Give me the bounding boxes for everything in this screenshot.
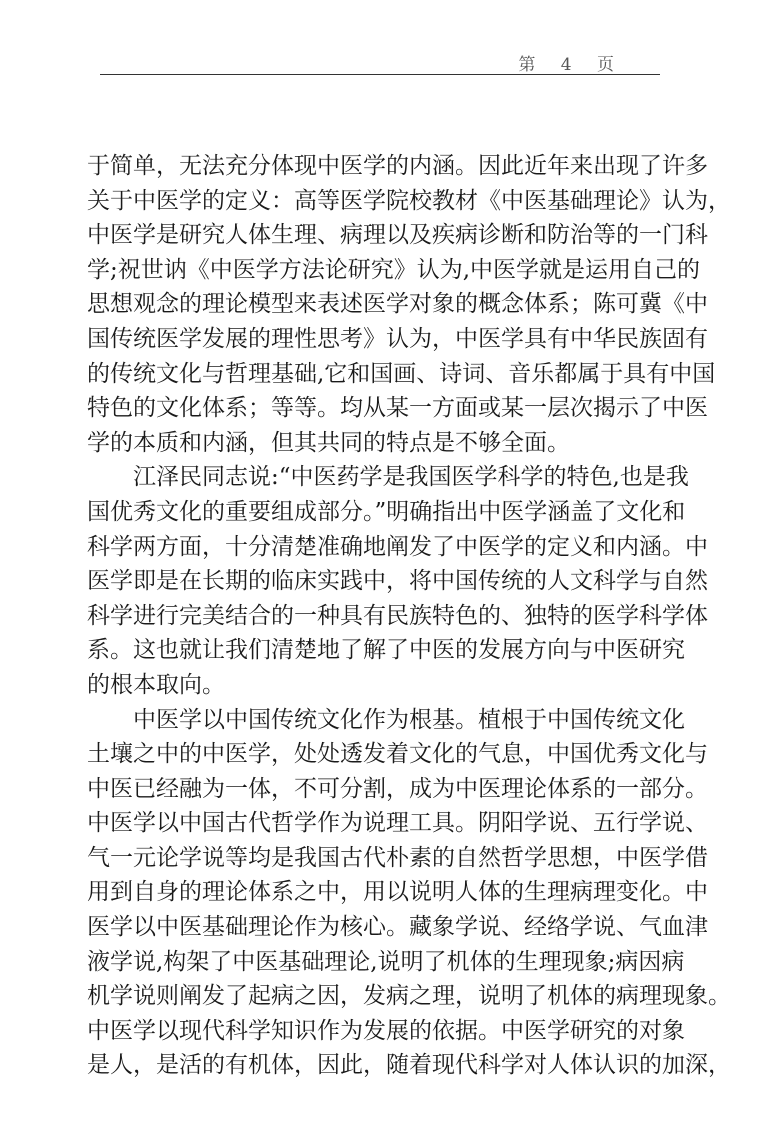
text-line: 国传统医学发展的理性思考》认为，中医学具有中华民族固有: [87, 325, 708, 352]
body-text: [87, 149, 731, 1083]
text-line: 医学以中医基础理论作为核心。藏象学说、经络学说、气血津: [87, 914, 708, 941]
text-line: 关于中医学的定义：高等医学院校教材《中医基础理论》认为，: [87, 187, 731, 214]
text-line: 的根本取向。: [87, 671, 225, 698]
text-line: 的传统文化与哲理基础,它和国画、诗词、音乐都属于具有中国: [87, 360, 716, 387]
text-line: 特色的文化体系；等等。均从某一方面或某一层次揭示了中医: [87, 395, 708, 422]
text-line: 土壤之中的中医学，处处透发着文化的气息，中国优秀文化与: [87, 741, 708, 768]
text-line: 中医已经融为一体，不可分割，成为中医理论体系的一部分。: [87, 775, 708, 802]
text-line: 思想观念的理论模型来表述医学对象的概念体系；陈可冀《中: [87, 291, 708, 318]
text-line: 学的本质和内涵，但其共同的特点是不够全面。: [87, 429, 570, 456]
text-line: 中医学以中国传统文化作为根基。植根于中国传统文化: [133, 706, 685, 733]
text-line: 科学两方面，十分清楚准确地阐发了中医学的定义和内涵。中: [87, 533, 708, 560]
text-line: 中医学以中国古代哲学作为说理工具。阴阳学说、五行学说、: [87, 810, 708, 837]
text-line: 学;祝世讷《中医学方法论研究》认为,中医学就是运用自己的: [87, 256, 701, 283]
text-line: 是人，是活的有机体，因此，随着现代科学对人体认识的加深，: [87, 1052, 731, 1079]
paragraph: [87, 703, 731, 1084]
paragraph: [87, 460, 708, 702]
page-number: 第 4 页: [518, 55, 624, 75]
text-line: 用到自身的理论体系之中，用以说明人体的生理病理变化。中: [87, 879, 708, 906]
text-line: 江泽民同志说:“中医药学是我国医学科学的特色,也是我: [133, 464, 689, 491]
text-line: 系。这也就让我们清楚地了解了中医的发展方向与中医研究: [87, 637, 685, 664]
text-line: 医学即是在长期的临床实践中，将中国传统的人文科学与自然: [87, 568, 708, 595]
text-line: 于简单，无法充分体现中医学的内涵。因此近年来出现了许多: [87, 153, 708, 179]
paragraph: [87, 149, 731, 460]
text-line: 中医学以现代科学知识作为发展的依据。中医学研究的对象: [87, 1017, 685, 1044]
text-line: 液学说,构架了中医基础理论,说明了机体的生理现象;病因病: [87, 948, 685, 975]
text-line: 国优秀文化的重要组成部分。”明确指出中医学涵盖了文化和: [87, 498, 686, 525]
text-line: 气一元论学说等均是我国古代朴素的自然哲学思想，中医学借: [87, 844, 708, 871]
text-line: 中医学是研究人体生理、病理以及疾病诊断和防治等的一门科: [87, 222, 708, 249]
page-header: [100, 48, 660, 75]
text-line: 科学进行完美结合的一种具有民族特色的、独特的医学科学体: [87, 602, 708, 629]
text-line: 机学说则阐发了起病之因，发病之理，说明了机体的病理现象。: [87, 983, 731, 1010]
